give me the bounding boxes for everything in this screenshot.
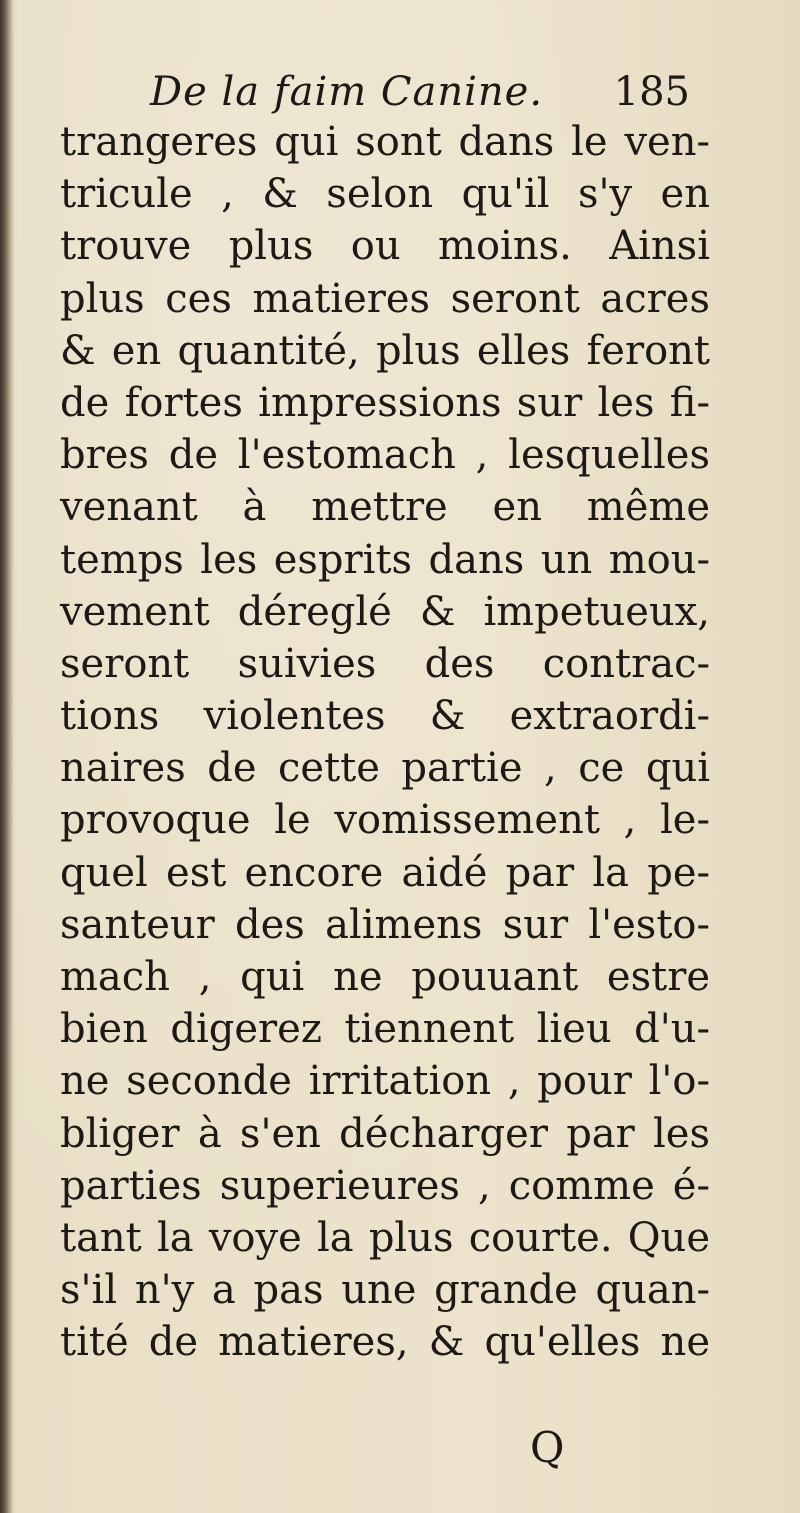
text-line: plus ces matieres seront acres xyxy=(60,275,710,322)
text-line: trouve plus ou moins. Ainsi xyxy=(60,223,710,270)
text-line: provoque le vomissement , le- xyxy=(60,797,710,844)
text-line: vement déreglé & impetueux, xyxy=(60,588,710,635)
text-line: temps les esprits dans un mou- xyxy=(60,536,710,583)
text-line: & en quantité, plus elles feront xyxy=(60,327,710,374)
text-line: bien digerez tiennent lieu d'u- xyxy=(60,1006,710,1053)
page-number: 185 xyxy=(613,69,690,115)
running-title: De la faim Canine. xyxy=(150,69,544,115)
text-line: bliger à s'en décharger par les xyxy=(60,1110,710,1157)
text-line: trangeres qui sont dans le ven- xyxy=(60,119,710,165)
page-header xyxy=(150,62,690,122)
text-line: tant la voye la plus courte. Que xyxy=(60,1214,710,1261)
text-line: parties superieures , comme é- xyxy=(60,1162,710,1209)
text-line: tité de matieres, & qu'elles ne xyxy=(60,1319,710,1366)
text-line: santeur des alimens sur l'esto- xyxy=(60,901,710,948)
text-line: de fortes impressions sur les fi- xyxy=(60,379,710,426)
text-line: s'il n'y a pas une grande quan- xyxy=(60,1267,710,1314)
text-line: ne seconde irritation , pour l'o- xyxy=(60,1058,710,1105)
text-line: venant à mettre en même xyxy=(60,484,710,531)
text-line: naires de cette partie , ce qui xyxy=(60,745,710,792)
text-line: quel est encore aidé par la pe- xyxy=(60,849,710,896)
text-line: bres de l'estomach , lesquelles xyxy=(60,432,710,479)
catchword: Q xyxy=(530,1423,565,1472)
text-line: seront suivies des contrac- xyxy=(60,640,710,687)
page-gutter xyxy=(0,0,14,1513)
text-line: tricule , & selon qu'il s'y en xyxy=(60,171,710,218)
body-text xyxy=(60,116,710,1369)
text-line: tions violentes & extraordi- xyxy=(60,693,710,740)
text-line: mach , qui ne pouuant estre xyxy=(60,954,710,1000)
